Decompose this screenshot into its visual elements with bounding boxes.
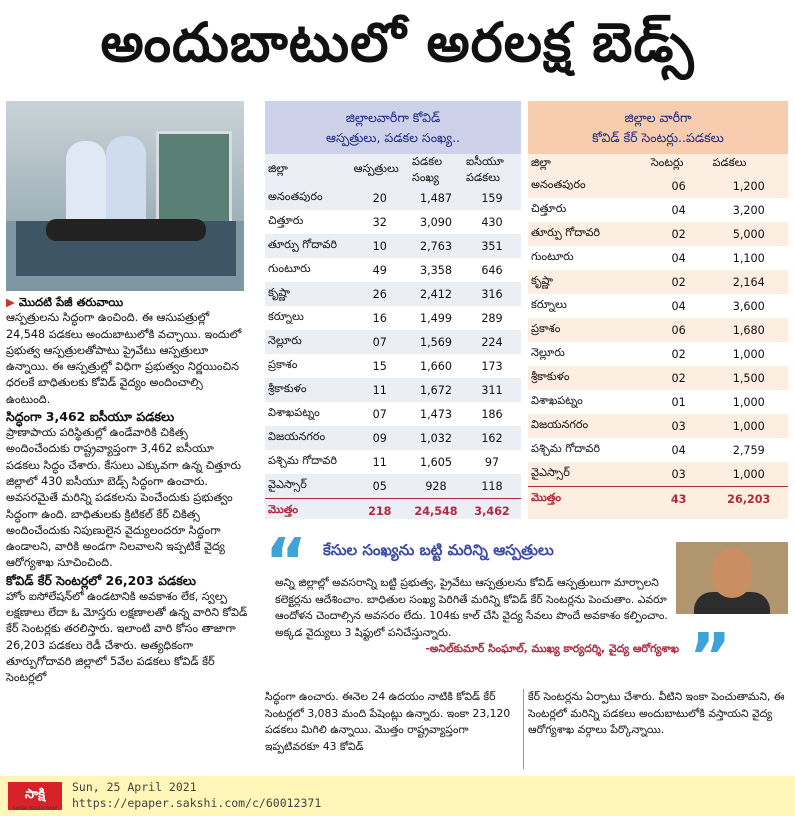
quote-text: అన్ని జిల్లాల్లో అవసరాన్ని బట్టి ప్రభుత్వ, ప్రైవేటు ఆస్పత్రులను కోవిడ్ ఆస్పత్రులుగా మార్చాలని కలెక్టర్లను ఆదేశించాం. బాధితుల సంఖ్య పెరిగితే మరిన్ని కోవిడ్ కేర్ సెంటర్లను పెంచుతాం. ఎవరూ ఆందోళన చెందాల్సిన అవసరం లేదు. 104కు కాల్ చేసి వైద్య సేవలు పొందే అవకాశం కల్పించాం. అక్కడ వైద్యులు 3 షిఫ్టులో పనిచేస్తున్నారు. bbox=[275, 576, 668, 639]
value-cell: 1,499 bbox=[419, 311, 453, 325]
total-value: 3,462 bbox=[463, 499, 521, 524]
care-centers-table bbox=[528, 154, 788, 511]
value-cell: 2,759 bbox=[732, 443, 765, 457]
value-cell: 1,487 bbox=[419, 191, 453, 205]
value-cell: 159 bbox=[481, 191, 503, 205]
value-cell: 2,763 bbox=[419, 239, 453, 253]
value-cell: 289 bbox=[481, 311, 503, 325]
table-row bbox=[528, 174, 788, 198]
value-cell: 3,200 bbox=[732, 203, 765, 217]
table-row bbox=[528, 270, 788, 294]
district-cell: విశాఖపట్నం bbox=[531, 394, 583, 407]
table-row bbox=[528, 222, 788, 246]
value-cell: 04 bbox=[671, 251, 686, 265]
value-cell: 1,680 bbox=[732, 323, 765, 337]
value-cell: 01 bbox=[671, 395, 686, 409]
district-cell: కృష్ణా bbox=[531, 274, 553, 287]
footer-date: Sun, 25 April 2021 bbox=[72, 780, 197, 794]
table-row bbox=[528, 462, 788, 487]
table-row bbox=[528, 246, 788, 270]
left-article bbox=[6, 294, 248, 687]
table-row bbox=[265, 378, 521, 402]
care-centers-table-box bbox=[528, 101, 788, 519]
col-hospitals: ఆస్పత్రులు bbox=[353, 162, 399, 175]
table-row bbox=[265, 330, 521, 354]
value-cell: 351 bbox=[481, 239, 503, 253]
table-row bbox=[528, 414, 788, 438]
bottom-column-1: సిద్ధంగా ఉంచారు. ఈనెల 24 ఉదయం నాటికి కోవిడ్ కేర్ సెంటర్లలో 3,083 మంది పేషెంట్లు ఉన్నారు. ఇంకా 23,120 పడకలు మిగిలి ఉన్నాయి. మొత్తం రాష్ట్రవ్యాప్తంగా ఇప్పటివరకూ 43 కోవిడ్ bbox=[265, 690, 511, 753]
value-cell: 20 bbox=[372, 191, 387, 205]
continuation-label: మొదటి పేజీ తరువాయి bbox=[18, 295, 124, 309]
district-cell: చిత్తూరు bbox=[531, 202, 567, 215]
table-row bbox=[265, 474, 521, 499]
close-quote-icon: ” bbox=[688, 621, 731, 695]
value-cell: 1,000 bbox=[732, 419, 765, 433]
value-cell: 06 bbox=[671, 323, 686, 337]
district-cell: ప్రకాశం bbox=[531, 322, 561, 335]
district-cell: తూర్పు గోదావరి bbox=[531, 226, 601, 239]
value-cell: 04 bbox=[671, 203, 686, 217]
value-cell: 224 bbox=[481, 335, 503, 349]
table-row bbox=[265, 402, 521, 426]
district-cell: పశ్చిమ గోదావరి bbox=[268, 454, 337, 467]
col-beds: పడకల సంఖ్య bbox=[412, 155, 443, 184]
table-row bbox=[528, 390, 788, 414]
logo-subtitle: SAKSHI TELUGU DAILY bbox=[12, 806, 58, 811]
value-cell: 09 bbox=[372, 431, 387, 445]
total-value: 218 bbox=[351, 499, 409, 524]
value-cell: 02 bbox=[671, 227, 686, 241]
total-value: 24,548 bbox=[409, 499, 463, 524]
quote-signature: -అనిల్‌కుమార్ సింఘాల్, ముఖ్య కార్యదర్శి, వైద్య ఆరోగ్యశాఖ bbox=[425, 642, 679, 655]
district-cell: ప్రకాశం bbox=[268, 358, 298, 371]
value-cell: 07 bbox=[372, 335, 387, 349]
col-icu: ఐసీయూ పడకలు bbox=[466, 155, 504, 184]
value-cell: 162 bbox=[481, 431, 503, 445]
col-centers: సెంటర్లు bbox=[650, 156, 684, 169]
value-cell: 2,412 bbox=[419, 287, 453, 301]
district-cell: వైఎస్సార్ bbox=[268, 478, 307, 491]
value-cell: 26 bbox=[372, 287, 387, 301]
value-cell: 03 bbox=[671, 467, 686, 481]
table-row bbox=[528, 198, 788, 222]
paragraph-3: హోం ఐసోలేషన్‌లో ఉండటానికి అవకాశం లేక, స్వల్ప లక్షణాలు లేదా ఓ మోస్తరు లక్షణాలతో ఉన్న వారిని కోవిడ్ కేర్ సెంటర్లకు తరలిస్తారు. ఇలాంటి వారి కోసం తాజాగా 26,203 పడకలు రెడీ చేశారు. అత్యధికంగా తూర్పుగోదావరి జిల్లాలో 5వేల పడకలు కోవిడ్ కేర్ సెంటర్లలో bbox=[6, 589, 248, 685]
district-cell: నెల్లూరు bbox=[268, 334, 302, 347]
title-line-2: ఆస్పత్రులు, పడకల సంఖ్య.. bbox=[325, 129, 461, 145]
total-value: 26,203 bbox=[710, 487, 788, 512]
district-cell: అనంతపురం bbox=[268, 190, 323, 203]
district-cell: విజయనగరం bbox=[268, 430, 326, 443]
total-row bbox=[528, 487, 788, 512]
table-row bbox=[265, 210, 521, 234]
district-cell: శ్రీకాకుళం bbox=[531, 370, 570, 383]
district-cell: నెల్లూరు bbox=[531, 346, 565, 359]
table-row bbox=[528, 318, 788, 342]
district-cell: కృష్ణా bbox=[268, 286, 290, 299]
total-label: మొత్తం bbox=[265, 499, 351, 524]
open-quote-icon: “ bbox=[265, 526, 308, 600]
district-cell: గుంటూరు bbox=[531, 250, 574, 263]
value-cell: 1,500 bbox=[732, 371, 765, 385]
quote-title: కేసుల సంఖ్యను బట్టి మరిన్ని ఆస్పత్రులు bbox=[323, 541, 554, 559]
value-cell: 1,200 bbox=[732, 179, 765, 193]
value-cell: 02 bbox=[671, 371, 686, 385]
value-cell: 05 bbox=[372, 479, 387, 493]
table-row bbox=[528, 342, 788, 366]
hospitals-table-box bbox=[265, 101, 521, 519]
value-cell: 11 bbox=[372, 455, 387, 469]
table-row bbox=[265, 234, 521, 258]
district-cell: చిత్తూరు bbox=[268, 214, 304, 227]
value-cell: 1,672 bbox=[419, 383, 453, 397]
title-line-2: కోవిడ్ కేర్ సెంటర్లు..పడకలు bbox=[592, 129, 724, 145]
value-cell: 1,473 bbox=[419, 407, 453, 421]
table-row bbox=[265, 354, 521, 378]
value-cell: 15 bbox=[372, 359, 387, 373]
value-cell: 1,000 bbox=[732, 395, 765, 409]
table-row bbox=[528, 294, 788, 318]
footer-url[interactable]: https://epaper.sakshi.com/c/60012371 bbox=[72, 796, 322, 810]
district-cell: కర్నూలు bbox=[531, 298, 567, 311]
official-portrait bbox=[676, 542, 788, 614]
table-row bbox=[528, 366, 788, 390]
continuation-tag bbox=[6, 294, 248, 310]
total-value: 43 bbox=[648, 487, 710, 512]
value-cell: 04 bbox=[671, 443, 686, 457]
value-cell: 5,000 bbox=[732, 227, 765, 241]
total-label: మొత్తం bbox=[528, 487, 648, 512]
care-centers-table-title bbox=[528, 101, 788, 154]
col-beds: పడకలు bbox=[712, 156, 747, 169]
hospital-photo bbox=[6, 101, 244, 291]
arrow-icon: ▶ bbox=[6, 295, 19, 309]
value-cell: 10 bbox=[372, 239, 387, 253]
value-cell: 3,090 bbox=[419, 215, 453, 229]
value-cell: 646 bbox=[481, 263, 503, 277]
value-cell: 49 bbox=[372, 263, 387, 277]
paragraph-2: ప్రాణాపాయ పరిస్థితుల్లో ఉండేవారికి చికిత్స అందించేందుకు రాష్ట్రవ్యాప్తంగా 3,462 ఐసీయూ పడకలు సిద్ధం చేశారు. కేసులు ఎక్కువగా ఉన్న చిత్తూరు జిల్లాలో 430 ఐసీయూ బెడ్స్ సిద్ధంగా ఉంచారు. అవసరమైతే మరిన్ని పడకలను పెంచేందుకు ప్రభుత్వం సిద్ధంగా ఉంది. బాధితులకు క్రిటికల్ కేర్ చికిత్స అందించేందుకు నిపుణులైన వైద్యులందరూ సిద్ధంగా ఉండాలని, వారికి అండగా నిలవాలని ఇప్పటికే వైద్య ఆరోగ్యశాఖ సూచించింది. bbox=[6, 426, 241, 570]
value-cell: 04 bbox=[671, 299, 686, 313]
headline: అందుబాటులో అరలక్ష బెడ్స్ bbox=[100, 10, 695, 74]
col-district: జిల్లా bbox=[531, 156, 551, 169]
total-row bbox=[265, 499, 521, 524]
value-cell: 316 bbox=[481, 287, 503, 301]
value-cell: 32 bbox=[372, 215, 387, 229]
district-cell: విజయనగరం bbox=[531, 418, 589, 431]
value-cell: 1,000 bbox=[732, 347, 765, 361]
col-district: జిల్లా bbox=[268, 162, 288, 175]
title-line-1: జిల్లాల వారీగా bbox=[624, 109, 692, 125]
table-row bbox=[265, 426, 521, 450]
subheading-care-centers: కోవిడ్ కేర్ సెంటర్లలో 26,203 పడకలు bbox=[6, 572, 196, 588]
value-cell: 1,000 bbox=[732, 467, 765, 481]
value-cell: 186 bbox=[481, 407, 503, 421]
column-divider bbox=[523, 689, 524, 769]
district-cell: అనంతపురం bbox=[531, 178, 586, 191]
value-cell: 173 bbox=[481, 359, 503, 373]
value-cell: 1,605 bbox=[419, 455, 453, 469]
value-cell: 118 bbox=[481, 479, 503, 493]
value-cell: 1,569 bbox=[419, 335, 453, 349]
table-row bbox=[265, 186, 521, 210]
value-cell: 16 bbox=[372, 311, 387, 325]
district-cell: తూర్పు గోదావరి bbox=[268, 238, 338, 251]
district-cell: గుంటూరు bbox=[268, 262, 311, 275]
value-cell: 3,600 bbox=[732, 299, 765, 313]
table-row bbox=[265, 258, 521, 282]
table-row bbox=[265, 282, 521, 306]
table-row bbox=[265, 450, 521, 474]
value-cell: 1,100 bbox=[732, 251, 765, 265]
table-row bbox=[528, 438, 788, 462]
district-cell: కర్నూలు bbox=[268, 310, 304, 323]
value-cell: 2,164 bbox=[732, 275, 765, 289]
value-cell: 03 bbox=[671, 419, 686, 433]
value-cell: 07 bbox=[372, 407, 387, 421]
value-cell: 430 bbox=[481, 215, 503, 229]
value-cell: 02 bbox=[671, 275, 686, 289]
value-cell: 3,358 bbox=[419, 263, 453, 277]
hospitals-table bbox=[265, 154, 521, 523]
paragraph-1: ఆస్పత్రులను సిద్ధంగా ఉంచింది. ఈ ఆసుపత్రుల్లో 24,548 పడకలు అందుబాటులోకి వచ్చాయి. ఇందులో ప్రభుత్వ ఆస్పత్రులతోపాటు ప్రైవేటు ఆస్పత్రులూ ఉన్నాయి. ఈ ఆస్పత్రుల్లో విధిగా ప్రభుత్వం నిర్ణయించిన ధరలకే బాధితులకు కోవిడ్ వైద్యం అందించాల్సి ఉంటుంది. bbox=[6, 311, 242, 406]
value-cell: 06 bbox=[671, 179, 686, 193]
hospitals-table-title bbox=[265, 101, 521, 154]
value-cell: 11 bbox=[372, 383, 387, 397]
value-cell: 1,032 bbox=[419, 431, 453, 445]
subheading-icu: సిద్ధంగా 3,462 ఐసీయూ పడకలు bbox=[6, 409, 175, 425]
value-cell: 1,660 bbox=[419, 359, 453, 373]
sakshi-logo: సాక్షి bbox=[8, 782, 62, 810]
title-line-1: జిల్లాలవారీగా కోవిడ్ bbox=[345, 109, 441, 125]
district-cell: శ్రీకాకుళం bbox=[268, 382, 307, 395]
quote-body bbox=[275, 575, 679, 658]
value-cell: 02 bbox=[671, 347, 686, 361]
value-cell: 97 bbox=[484, 455, 500, 469]
table-row bbox=[265, 306, 521, 330]
district-cell: పశ్చిమ గోదావరి bbox=[531, 442, 600, 455]
value-cell: 311 bbox=[481, 383, 503, 397]
district-cell: విశాఖపట్నం bbox=[268, 406, 320, 419]
value-cell: 928 bbox=[425, 479, 447, 493]
bottom-column-2: కేర్ సెంటర్లను ఏర్పాటు చేశారు. వీటిని ఇంకా పెంచుతామని, ఈ సెంటర్లలో మరిన్ని పడకలు అందుబాటులోకి వస్తాయని వైద్య ఆరోగ్యశాఖ వర్గాలు పేర్కొన్నాయి. bbox=[528, 690, 785, 736]
district-cell: వైఎస్సార్ bbox=[531, 466, 570, 479]
